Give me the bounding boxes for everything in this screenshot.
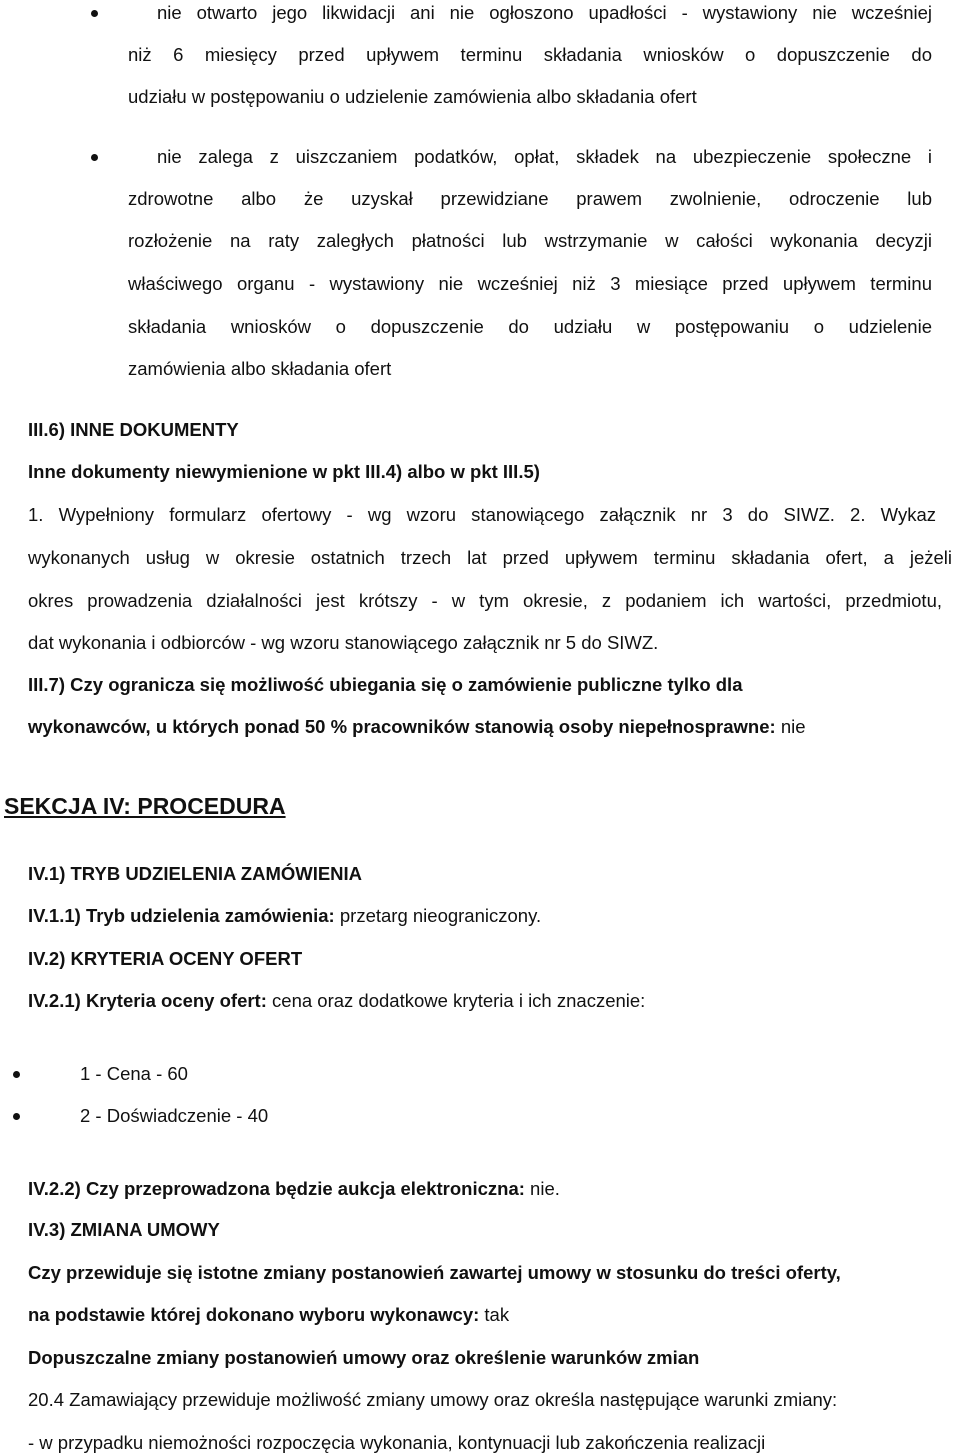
field-value: nie.: [524, 1178, 560, 1199]
question-line: III.7) Czy ogranicza się możliwość ubiegania się o zamówienie publiczne tylko dla: [28, 674, 743, 695]
paragraph-line: okres prowadzenia działalności jest krótszy - w tym okresie, z podaniem ich wartości, przedmiotu,: [28, 590, 942, 611]
list1-item2-line3: rozłożenie na raty zaległych płatności lub wstrzymanie w całości wykonania decyzji: [128, 230, 932, 251]
field-value: przetarg nieograniczony.: [334, 905, 542, 926]
question-label: na podstawie której dokonano wyboru wykonawcy:: [28, 1304, 480, 1325]
paragraph-line: 20.4 Zamawiający przewiduje możliwość zmiany umowy oraz określa następujące warunki zmiany:: [28, 1389, 838, 1410]
subheading: Dopuszczalne zmiany postanowień umowy oraz określenie warunków zmian: [28, 1347, 700, 1368]
paragraph-line: 1. Wypełniony formularz ofertowy - wg wzoru stanowiącego załącznik nr 3 do SIWZ. 2. Wykaz: [28, 504, 936, 525]
paragraph-line: - w przypadku niemożności rozpoczęcia wykonania, kontynuacji lub zakończenia realizacji: [28, 1432, 766, 1453]
bullet-icon: [13, 1071, 20, 1078]
paragraph-line: dat wykonania i odbiorców - wg wzoru stanowiącego załącznik nr 5 do SIWZ.: [28, 632, 659, 653]
section-heading: IV.1) TRYB UDZIELENIA ZAMÓWIENIA: [28, 863, 363, 884]
bullet-icon: [13, 1113, 20, 1120]
question-answer: nie: [775, 716, 806, 737]
bullet-icon: [91, 154, 98, 161]
section-heading: IV.2) KRYTERIA OCENY OFERT: [28, 948, 303, 969]
field-row: [28, 905, 541, 927]
list1-item1-line3: udziału w postępowaniu o udzielenie zamówienia albo składania ofert: [128, 86, 697, 107]
list1-item2-line1: nie zalega z uiszczaniem podatków, opłat, składek na ubezpieczenie społeczne i: [157, 146, 932, 167]
field-label: IV.2.2) Czy przeprowadzona będzie aukcja elektroniczna:: [28, 1178, 525, 1199]
list1-item2-line5: składania wniosków o dopuszczenie do udziału w postępowaniu o udzielenie: [128, 316, 932, 337]
question-line: [28, 716, 806, 738]
question-label: wykonawców, u których ponad 50 % pracowników stanowią osoby niepełnosprawne:: [28, 716, 776, 737]
section-title: SEKCJA IV: PROCEDURA: [4, 793, 286, 819]
field-value: cena oraz dodatkowe kryteria i ich znaczenie:: [266, 990, 646, 1011]
list1-item2-line2: zdrowotne albo że uzyskał przewidziane prawem zwolnienie, odroczenie lub: [128, 188, 932, 209]
question-answer: tak: [479, 1304, 510, 1325]
list1-item2-line6: zamówienia albo składania ofert: [128, 358, 392, 379]
section-heading: III.6) INNE DOKUMENTY: [28, 419, 239, 440]
field-row: [28, 990, 645, 1012]
question-line: Czy przewiduje się istotne zmiany postanowień zawartej umowy w stosunku do treści oferty,: [28, 1262, 841, 1283]
field-label: IV.1.1) Tryb udzielenia zamówienia:: [28, 905, 335, 926]
list1-item2-line4: właściwego organu - wystawiony nie wcześniej niż 3 miesiące przed upływem terminu: [128, 273, 932, 294]
question-line: [28, 1304, 509, 1326]
field-label: IV.2.1) Kryteria oceny ofert:: [28, 990, 267, 1011]
list1-item1-line2: niż 6 miesięcy przed upływem terminu składania wniosków o dopuszczenie do: [128, 44, 932, 65]
criteria-item: 2 - Doświadczenie - 40: [80, 1105, 269, 1126]
section-subheading: Inne dokumenty niewymienione w pkt III.4) albo w pkt III.5): [28, 461, 540, 482]
bullet-icon: [91, 10, 98, 17]
section-heading: IV.3) ZMIANA UMOWY: [28, 1219, 220, 1240]
paragraph-line: wykonanych usług w okresie ostatnich trzech lat przed upływem terminu składania ofert, a jeżeli: [28, 547, 952, 568]
criteria-item: 1 - Cena - 60: [80, 1063, 188, 1084]
field-row: [28, 1178, 560, 1200]
list1-item1-line1: nie otwarto jego likwidacji ani nie ogłoszono upadłości - wystawiony nie wcześniej: [157, 2, 932, 23]
